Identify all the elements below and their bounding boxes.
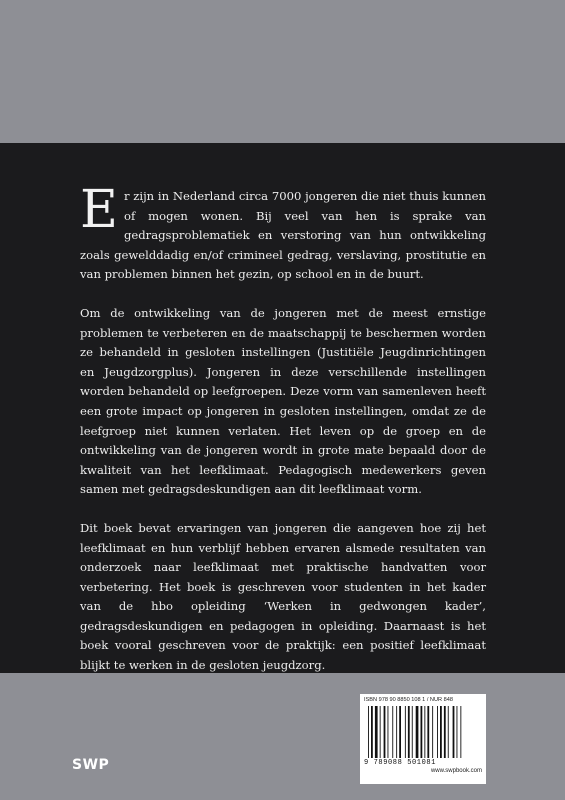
barcode-bar	[460, 706, 461, 758]
paragraph-3: Dit boek bevat ervaringen van jongeren die aangeven hoe zij het leefklimaat en hun verblijf hebben ervaren alsmede resultaten van onderzoek naar leefklimaat met praktische handvatten voor verbetering. Het boek is geschreven voor studenten in het kader van de hbo opleiding ‘Werken in gedwongen kader’, gedragsdeskundigen en pedagogen in opleiding. Daarnaast is het boek vooral geschreven voor de praktijk: een positief leefklimaat blijkt te werken in de gesloten jeugdzorg.	[80, 520, 486, 673]
dropcap-letter: E	[80, 180, 118, 240]
barcode-bar	[388, 706, 389, 758]
barcode-bar	[412, 706, 413, 758]
barcode-bar	[368, 706, 369, 758]
isbn-line: ISBN 978 90 8850 108 1 / NUR 848	[364, 697, 453, 703]
barcode-label	[360, 694, 486, 784]
paragraph-1	[80, 180, 486, 285]
barcode-bar	[440, 706, 442, 758]
barcode-bar	[416, 706, 419, 758]
publisher-logo: SWP	[72, 757, 110, 773]
barcode-bar	[399, 706, 401, 758]
barcode-bar	[432, 706, 433, 758]
barcode-bar	[392, 706, 393, 758]
barcode-bar	[396, 706, 397, 758]
barcode-bar	[448, 706, 449, 758]
barcode-bar	[371, 706, 373, 758]
top-gray-band	[0, 0, 565, 143]
barcode-bar	[421, 706, 423, 758]
barcode-number: 9 789088 501081	[364, 759, 437, 767]
publisher-url: www.swpbook.com	[430, 768, 482, 774]
barcode-bar	[424, 706, 425, 758]
paragraph-1-text: r zijn in Nederland circa 7000 jongeren die niet thuis kunnen of mogen wonen. Bij veel van hen is sprake van gedragsproblematiek en verstoring van hun ontwikkeling zoals gewelddadig en/of crimineel gedrag, verslaving, prostitutie en van problemen binnen het gezin, op school en in de buurt.	[80, 189, 486, 282]
barcode-bar	[405, 706, 406, 758]
barcode-bar	[444, 706, 446, 758]
barcode-bar	[437, 706, 438, 758]
barcode-bar	[380, 706, 381, 758]
barcode-bar	[427, 706, 429, 758]
barcode-bar	[384, 706, 386, 758]
blurb-text	[80, 180, 486, 695]
barcode-bar	[408, 706, 410, 758]
barcode-graphic	[364, 706, 482, 758]
barcode-bar	[453, 706, 455, 758]
barcode-bar	[375, 706, 378, 758]
barcode-bar	[457, 706, 458, 758]
paragraph-2: Om de ontwikkeling van de jongeren met de meest ernstige problemen te verbeteren en de maatschappij te beschermen worden ze behandeld in gesloten instellingen (Justitiële Jeugdinrichtingen en Jeugdzorgplus). Jongeren in deze verschillende instellingen worden behandeld op leefgroepen. Deze vorm van samenleven heeft een grote impact op jongeren in gesloten instellingen, omdat ze de leefgroep niet kunnen verlaten. Het leven op de groep en de ontwikkeling van de jongeren wordt in grote mate bepaald door de kwaliteit van het leefklimaat. Pedagogisch medewerkers geven samen met gedragsdeskundigen aan dit leefklimaat vorm.	[80, 305, 486, 497]
